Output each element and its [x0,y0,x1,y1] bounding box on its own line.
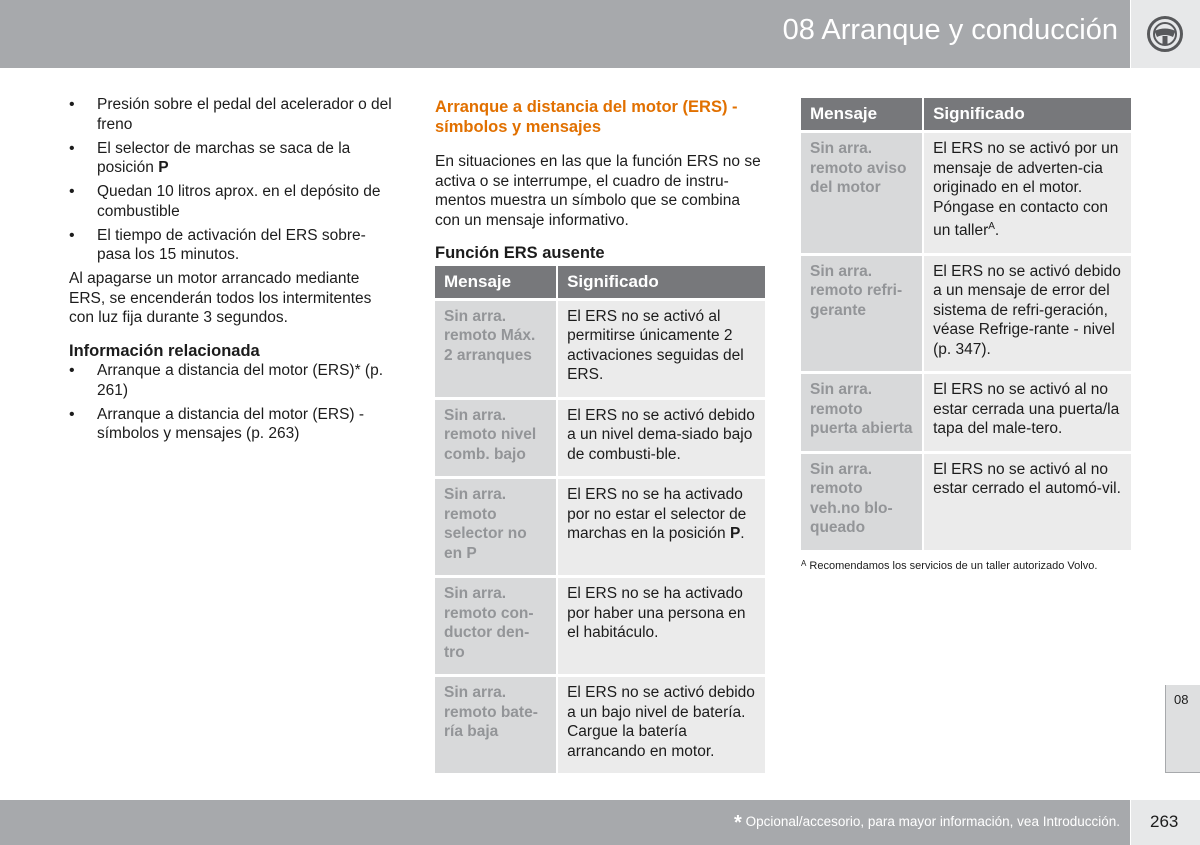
chapter-title: 08 Arranque y conducción [782,14,1118,46]
list-item: • El tiempo de activación del ERS sobre-pasa los 15 minutos. [69,226,399,265]
left-column [69,95,399,448]
message-cell: Sin arra. remoto veh.no blo-queado [801,452,923,551]
message-cell: Sin arra. remoto bate-ría baja [435,676,557,775]
footnote-marker: A [988,221,995,232]
middle-column [435,97,765,776]
message-cell: Sin arra. remoto Máx. 2 arranques [435,299,557,398]
asterisk-marker: * [734,812,742,834]
page-number: 263 [1150,812,1179,831]
table-header-row [801,98,1131,132]
paragraph: Al apagarse un motor arrancado mediante ERS, se encenderán todos los intermitentes con luz fija durante 3 segundos. [69,270,372,326]
message-cell: Sin arra. remoto con-ductor den-tro [435,577,557,676]
meaning-cell: El ERS no se activó al no estar cerrada una puerta/la tapa del male-tero. [923,373,1131,453]
chapter-number: 08 [1174,692,1189,707]
meaning-cell: El ERS no se activó por un mensaje de adverten-cia originado en el motor. Póngase en contacto con un taller$^A$. [923,132,1131,255]
message-table-right [801,98,1131,553]
list-item: • Quedan 10 litros aprox. en el depósito de combustible [69,182,399,221]
column-header-meaning: Significado [557,266,765,300]
table-header-row [435,266,765,300]
list-item: • El selector de marchas se saca de la posición P [69,139,399,178]
meaning-cell: El ERS no se activó debido a un bajo nivel de batería. Cargue la batería arrancando en motor. [557,676,765,775]
footnote-marker: A [801,558,807,568]
steering-wheel-icon [1146,15,1184,53]
right-column [801,98,1131,572]
page-footer [0,800,1130,845]
list-item: • Presión sobre el pedal del acelerador o del freno [69,95,399,134]
page-number-box [1131,800,1200,845]
footer-note-text: Opcional/accesorio, para mayor información, vea Introducción. [745,814,1120,829]
table-title: Función ERS ausente [435,244,605,262]
meaning-cell: El ERS no se ha activado por haber una persona en el habitáculo. [557,577,765,676]
page-header [0,0,1130,68]
column-header-message: Mensaje [435,266,557,300]
table-row [801,373,1131,453]
condition-list [69,95,399,265]
chapter-side-tab[interactable] [1165,685,1200,773]
message-cell: Sin arra. remoto puerta abierta [801,373,923,453]
related-links [69,361,399,444]
meaning-cell: El ERS no se activó debido a un nivel dema-siado bajo de combusti-ble. [557,398,765,478]
related-link[interactable]: • Arranque a distancia del motor (ERS) - símbolos y mensajes (p. 263) [69,405,399,444]
message-table-left [435,266,765,777]
section-title: Arranque a distancia del motor (ERS) - símbolos y mensajes [435,98,738,136]
table-row [435,478,765,577]
message-cell: Sin arra. remoto nivel comb. bajo [435,398,557,478]
intro-paragraph: En situaciones en las que la función ERS no se activa o se interrumpe, el cuadro de instru-mentos muestra un símbolo que se combina con un mensaje informativo. [435,153,761,229]
meaning-cell: El ERS no se activó al no estar cerrado el automó-vil. [923,452,1131,551]
message-cell: Sin arra. remoto selector no en P [435,478,557,577]
table-row [435,577,765,676]
table-row [801,452,1131,551]
related-info-heading: Información relacionada [69,341,260,360]
table-row [435,398,765,478]
meaning-cell: El ERS no se activó debido a un mensaje de error del sistema de refri-geración, véase Refrige-rante - nivel (p. 347). [923,254,1131,373]
column-header-meaning: Significado [923,98,1131,132]
related-link[interactable]: • Arranque a distancia del motor (ERS)* (p. 261) [69,361,399,400]
column-header-message: Mensaje [801,98,923,132]
message-cell: Sin arra. remoto aviso del motor [801,132,923,255]
table-row [435,676,765,775]
meaning-cell: El ERS no se activó al permitirse únicamente 2 activaciones seguidas del ERS. [557,299,765,398]
footer-note [734,812,1120,835]
table-row [801,254,1131,373]
message-cell: Sin arra. remoto refri-gerante [801,254,923,373]
meaning-cell: El ERS no se ha activado por no estar el selector de marchas en la posición P. [557,478,765,577]
footnote [801,559,1131,572]
chapter-icon-box [1131,0,1200,68]
table-row [435,299,765,398]
table-row [801,132,1131,255]
footnote-text: Recomendamos los servicios de un taller autorizado Volvo. [809,559,1098,572]
